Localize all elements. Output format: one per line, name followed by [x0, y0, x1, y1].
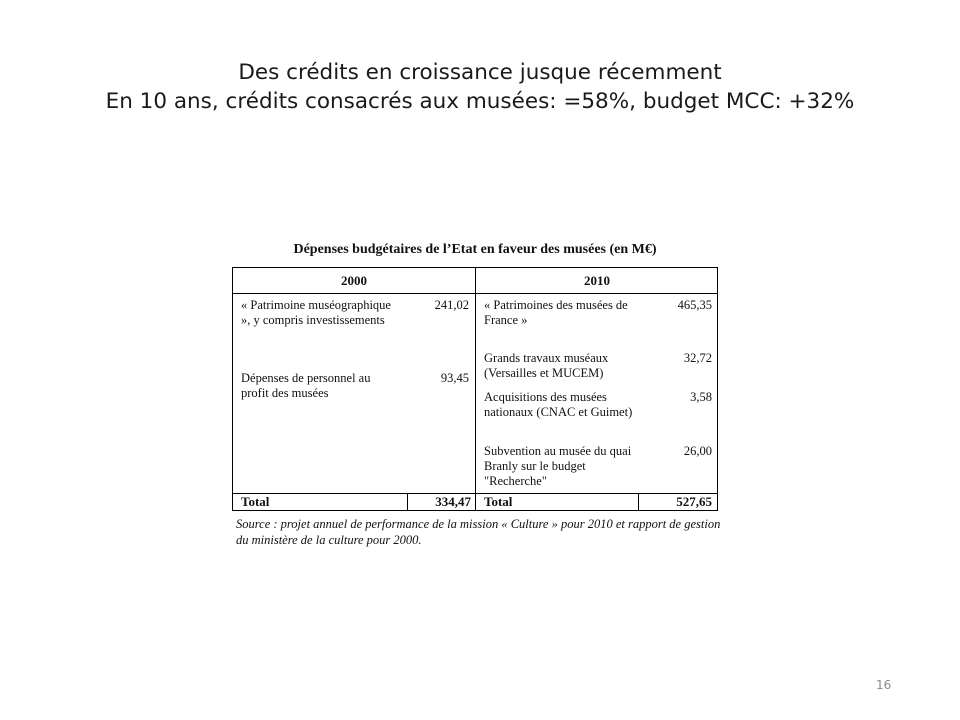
row-2010-value: 465,35: [677, 298, 712, 312]
row-2010-label: Grands travaux muséaux (Versailles et MUCEM): [484, 351, 609, 380]
total-label-2010: Total: [484, 494, 513, 509]
header-2010: 2010: [584, 273, 610, 288]
total-value-2010: 527,65: [676, 494, 712, 509]
budget-table: [232, 267, 718, 511]
row-2010-value: 3,58: [690, 390, 712, 404]
value-divider-left: [407, 493, 408, 510]
page-number: 16: [876, 678, 892, 692]
column-divider: [475, 268, 476, 510]
slide-title-line-2: En 10 ans, crédits consacrés aux musées: =58%, budget MCC: +32%: [105, 89, 855, 114]
table-caption: Dépenses budgétaires de l’Etat en faveur des musées (en M€): [293, 242, 657, 257]
slide-title: [0, 58, 960, 116]
slide-title-line-1: Des crédits en croissance jusque récemment: [238, 60, 722, 85]
row-2010-value: 26,00: [683, 444, 712, 458]
row-2000-label: « Patrimoine muséographique », y compris investissements: [241, 298, 391, 327]
header-2000: 2000: [341, 273, 367, 288]
total-value-2000: 334,47: [435, 494, 471, 509]
row-2010-value: 32,72: [683, 351, 712, 365]
row-2010-label: « Patrimoines des musées de France »: [484, 298, 628, 327]
value-divider-right: [638, 493, 639, 510]
row-2010-label: Acquisitions des musées nationaux (CNAC et Guimet): [484, 390, 633, 419]
total-label-2000: Total: [241, 494, 270, 509]
row-2000-label: Dépenses de personnel au profit des musées: [241, 371, 371, 400]
row-2000-value: 241,02: [434, 298, 469, 312]
row-2000-value: 93,45: [440, 371, 469, 385]
row-2010-label: Subvention au musée du quai Branly sur le budget "Recherche": [484, 444, 632, 488]
table-source-note: Source : projet annuel de performance de la mission « Culture » pour 2010 et rapport de gestion du ministère de la culture pour 2000.: [236, 517, 721, 547]
header-divider: [233, 293, 717, 294]
